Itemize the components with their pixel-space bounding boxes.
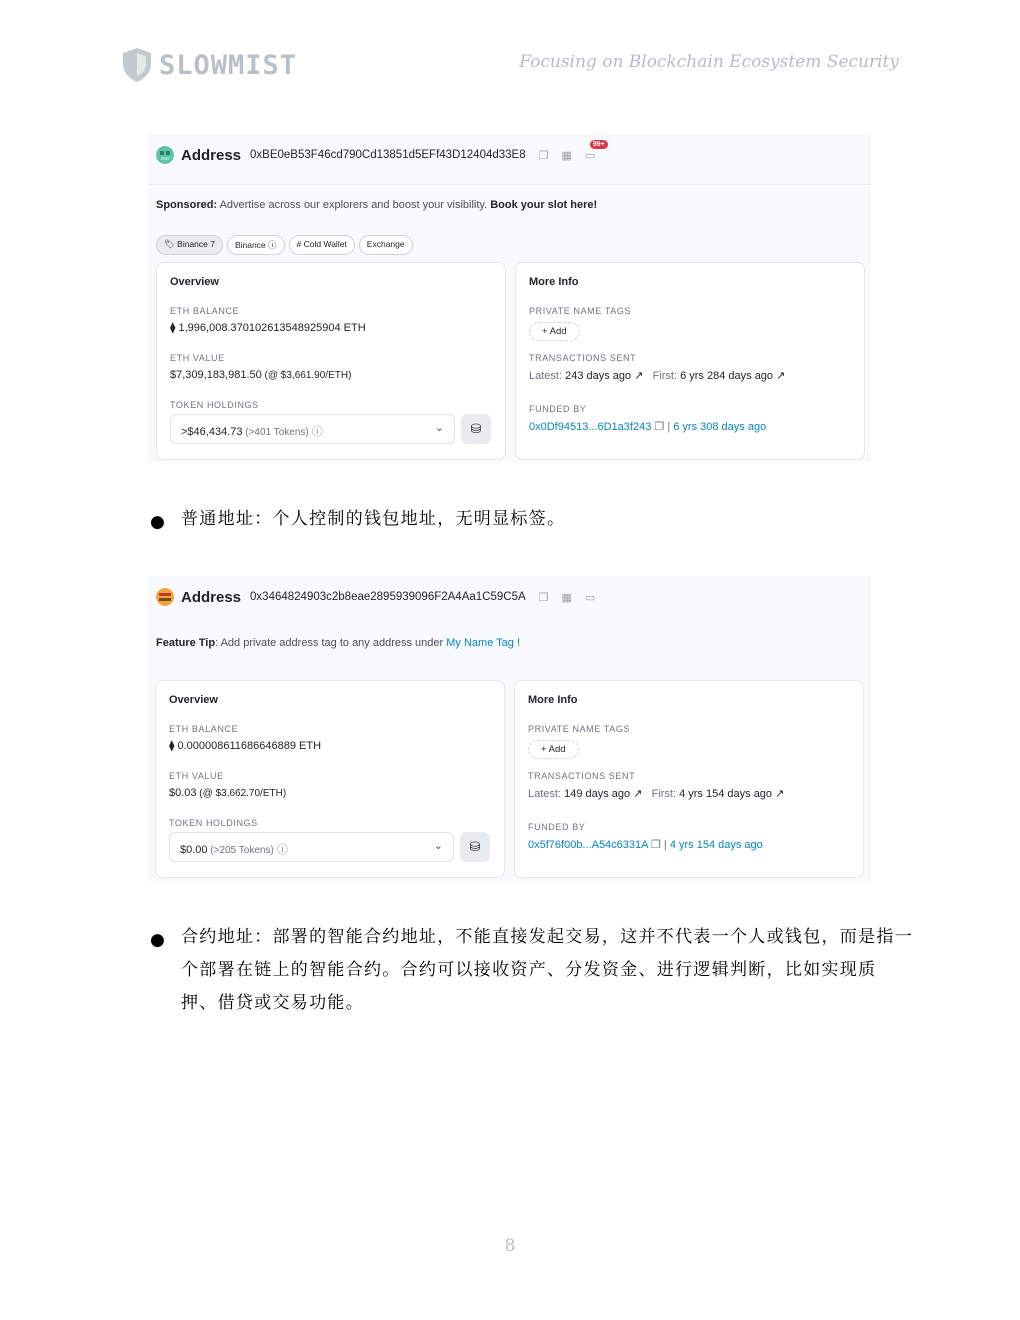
more-info-title: More Info	[528, 694, 578, 706]
bullet-normal-address: 普通地址：个人控制的钱包地址，无明显标签。	[181, 509, 566, 529]
funded-by-label: FUNDED BY	[528, 822, 586, 832]
private-tags-label: PRIVATE NAME TAGS	[528, 724, 631, 734]
address-header	[156, 588, 595, 606]
address-hash[interactable]: 0x3464824903c2b8eae2895939096F2A4Aa1C59C5A	[250, 591, 526, 603]
copy-icon: ❐	[650, 839, 661, 851]
header-tagline: Focusing on Blockchain Ecosystem Security	[519, 52, 899, 72]
eth-balance-label: ETH BALANCE	[169, 724, 239, 734]
eth-value: $7,309,183,981.50 (@ $3,661.90/ETH)	[170, 369, 352, 381]
slowmist-logo	[121, 46, 297, 84]
wallet-stack-button[interactable]: ⛁	[461, 414, 491, 444]
token-holdings-label: TOKEN HOLDINGS	[170, 400, 259, 410]
logo-wordmark: SLOWMIST	[159, 49, 298, 81]
book-slot-link[interactable]: Book your slot here!	[490, 199, 598, 211]
chevron-down-icon: ⌄	[433, 840, 443, 852]
feature-tip	[156, 637, 520, 649]
more-info-card	[515, 262, 865, 460]
overview-card	[156, 262, 506, 460]
funded-by-address[interactable]: 0x0Df94513...6D1a3f243	[529, 421, 652, 433]
address-header	[156, 140, 605, 164]
funded-by-address[interactable]: 0x5f76f00b...A54c6331A	[528, 839, 648, 851]
eth-diamond-icon: ⧫	[170, 322, 176, 334]
funded-by-label: FUNDED BY	[529, 404, 587, 414]
overview-title: Overview	[170, 276, 219, 288]
external-link-icon: ↗	[776, 370, 786, 382]
copy-icon[interactable]: ❐	[538, 591, 549, 604]
eth-balance-value: ⧫ 1,996,008.370102613548925904 ETH	[170, 322, 366, 334]
address-avatar-icon	[156, 588, 174, 606]
tag-cold-wallet[interactable]: # Cold Wallet	[289, 235, 355, 255]
divider	[148, 184, 871, 185]
token-holdings-dropdown[interactable]: $0.00 (>205 Tokens) ⓘ ⌄	[169, 832, 454, 862]
sponsored-label: Sponsored:	[156, 199, 218, 211]
funded-by-value: 0x0Df94513...6D1a3f243 ❐ | 6 yrs 308 days ago	[529, 421, 767, 433]
chevron-down-icon: ⌄	[434, 422, 444, 434]
eth-value-label: ETH VALUE	[169, 771, 224, 781]
tip-label: Feature Tip	[156, 637, 216, 649]
address-avatar-icon	[156, 146, 174, 164]
external-link-icon: ↗	[633, 788, 643, 800]
copy-icon: ❐	[654, 421, 665, 433]
eth-value: $0.03 (@ $3,662.70/ETH)	[169, 787, 287, 799]
external-link-icon: ↗	[634, 370, 644, 382]
comment-icon[interactable]: ▭ 99+	[585, 149, 595, 162]
eth-value-label: ETH VALUE	[170, 353, 225, 363]
overview-title: Overview	[169, 694, 218, 706]
tag-exchange[interactable]: Exchange	[359, 235, 413, 255]
more-info-card	[514, 680, 864, 878]
add-tag-button[interactable]: + Add	[529, 322, 580, 341]
tag-binance[interactable]: Binance ⓘ	[227, 235, 285, 255]
token-holdings-dropdown[interactable]: >$46,434.73 (>401 Tokens) ⓘ ⌄	[170, 414, 455, 444]
overview-card	[155, 680, 505, 878]
copy-icon[interactable]: ❐	[538, 149, 549, 162]
wallet-stack-button[interactable]: ⛁	[460, 832, 490, 862]
etherscan-screenshot-1	[148, 134, 871, 462]
token-holdings-label: TOKEN HOLDINGS	[169, 818, 258, 828]
address-label: Address	[181, 588, 242, 606]
sponsored-text: Advertise across our explorers and boost your visibility.	[217, 199, 491, 211]
qr-code-icon[interactable]: ▦	[561, 591, 572, 604]
bullet-dot: ●	[150, 930, 165, 950]
more-info-title: More Info	[529, 276, 579, 288]
bullet-dot: ●	[150, 512, 165, 532]
tx-sent-values: Latest: 243 days ago ↗ First: 6 yrs 284 days ago ↗	[529, 370, 786, 382]
comment-icon[interactable]: ▭	[584, 591, 596, 604]
sponsored-banner	[156, 199, 597, 211]
eth-balance-label: ETH BALANCE	[170, 306, 240, 316]
my-name-tag-link[interactable]: My Name Tag !	[446, 637, 521, 649]
eth-balance-value: ⧫ 0.000008611686646889 ETH	[169, 740, 322, 752]
external-link-icon: ↗	[775, 788, 785, 800]
funded-by-age[interactable]: 6 yrs 308 days ago	[673, 421, 767, 433]
tip-text: : Add private address tag to any address under	[215, 637, 447, 649]
funded-by-value: 0x5f76f00b...A54c6331A ❐ | 4 yrs 154 days ago	[528, 839, 763, 851]
tx-sent-label: TRANSACTIONS SENT	[529, 353, 637, 363]
tx-sent-label: TRANSACTIONS SENT	[528, 771, 636, 781]
address-label: Address	[181, 146, 242, 164]
address-hash[interactable]: 0xBE0eB53F46cd790Cd13851d5EFf43D12404d33E8	[250, 149, 526, 161]
notification-badge: 99+	[590, 140, 608, 149]
info-icon: ⓘ	[311, 426, 323, 438]
tag-binance-7[interactable]: 🏷 Binance 7	[156, 235, 223, 255]
eth-diamond-icon: ⧫	[169, 740, 175, 752]
qr-code-icon[interactable]: ▦	[561, 149, 572, 162]
info-icon: ⓘ	[276, 844, 288, 856]
etherscan-screenshot-2	[148, 576, 871, 881]
private-tags-label: PRIVATE NAME TAGS	[529, 306, 632, 316]
bullet-line-1: 合约地址：部署的智能合约地址，不能直接发起交易，这并不代表一个人或钱包，而是指一	[181, 927, 913, 947]
bullet-line-3: 押、借贷或交易功能。	[181, 993, 364, 1013]
tx-sent-values: Latest: 149 days ago ↗ First: 4 yrs 154 days ago ↗	[528, 788, 785, 800]
page-number: 8	[504, 1236, 516, 1256]
shield-logo-icon	[121, 47, 153, 83]
address-tags	[156, 235, 413, 255]
funded-by-age[interactable]: 4 yrs 154 days ago	[669, 839, 763, 851]
bullet-contract-address	[181, 921, 913, 1020]
bullet-line-2: 个部署在链上的智能合约。合约可以接收资产、分发资金、进行逻辑判断，比如实现质	[181, 960, 877, 980]
add-tag-button[interactable]: + Add	[528, 740, 579, 759]
